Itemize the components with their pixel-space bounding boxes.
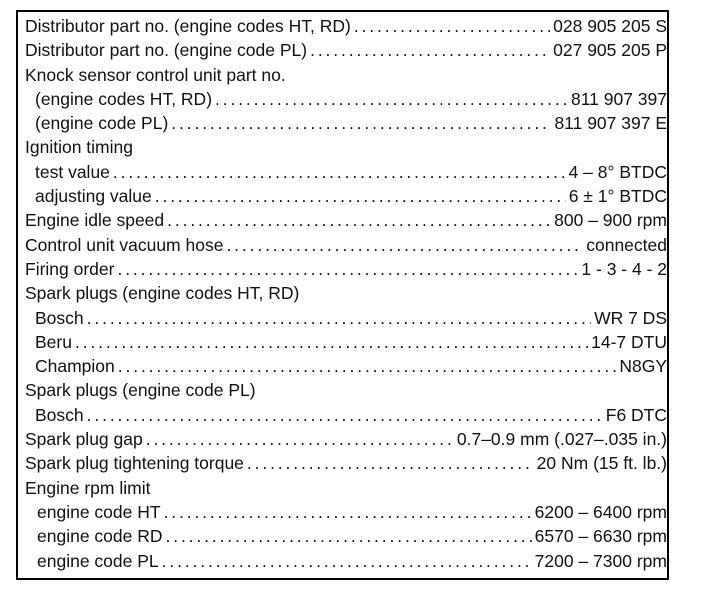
spec-value: 6 ± 1° BTDC: [568, 186, 667, 207]
spec-label: Distributor part no. (engine code PL): [25, 40, 308, 61]
spec-label: engine code RD: [37, 526, 163, 547]
spec-value: connected: [586, 234, 667, 255]
spec-value: WR 7 DS: [594, 307, 667, 328]
dot-leader: [354, 14, 550, 38]
dot-leader: [166, 524, 532, 548]
spec-label: Control unit vacuum hose: [25, 234, 224, 255]
spec-row: [25, 257, 667, 281]
spec-label: Bosch: [35, 404, 84, 425]
spec-value: 0.7–0.9 mm (.027–.035 in.): [456, 429, 667, 450]
spec-label: Spark plugs (engine code PL): [25, 380, 256, 401]
dot-leader: [87, 403, 603, 427]
spec-label: Spark plug tightening torque: [25, 453, 244, 474]
spec-label: Engine idle speed: [25, 210, 165, 231]
spec-label: Engine rpm limit: [25, 477, 151, 498]
dot-leader: [146, 427, 454, 451]
spec-row: [25, 403, 667, 427]
spec-label: (engine code PL): [35, 113, 169, 134]
specification-table: [16, 10, 669, 580]
spec-row: [25, 135, 667, 159]
spec-value: F6 DTC: [605, 404, 667, 425]
dot-leader: [117, 257, 578, 281]
spec-value: N8GY: [619, 356, 667, 377]
spec-row: [25, 476, 667, 500]
spec-row: [25, 500, 667, 524]
spec-label: Firing order: [25, 258, 115, 279]
spec-row: [25, 160, 667, 184]
spec-row: [25, 38, 667, 62]
spec-row: [25, 524, 667, 548]
dot-leader: [162, 549, 532, 573]
spec-label: Distributor part no. (engine codes HT, RD): [25, 16, 351, 36]
spec-value: 811 907 397: [570, 88, 667, 109]
spec-row: [25, 233, 667, 257]
spec-row: [25, 306, 667, 330]
spec-label: Spark plug gap: [25, 429, 143, 450]
spec-value: 1 - 3 - 4 - 2: [581, 258, 667, 279]
spec-row: [25, 208, 667, 232]
spec-value: 6200 – 6400 rpm: [534, 501, 667, 522]
dot-leader: [155, 184, 566, 208]
dot-leader: [167, 208, 551, 232]
spec-row: [25, 184, 667, 208]
dot-leader: [113, 160, 566, 184]
spec-value: 028 905 205 S: [553, 16, 667, 36]
spec-value: 6570 – 6630 rpm: [534, 526, 667, 547]
spec-value: 027 905 205 P: [553, 40, 667, 61]
spec-row: [25, 330, 667, 354]
spec-value: 4 – 8° BTDC: [568, 161, 667, 182]
spec-value: 20 Nm (15 ft. lb.): [536, 453, 667, 474]
spec-label: engine code PL: [37, 550, 159, 571]
spec-label: Beru: [35, 331, 72, 352]
spec-value: 7200 – 7300 rpm: [534, 550, 667, 571]
spec-row: [25, 111, 667, 135]
spec-row: [25, 63, 667, 87]
spec-value: 811 907 397 E: [554, 113, 667, 134]
spec-row: [25, 451, 667, 475]
dot-leader: [87, 306, 591, 330]
dot-leader: [171, 111, 551, 135]
dot-leader: [75, 330, 588, 354]
spec-row: [25, 281, 667, 305]
spec-label: Spark plugs (engine codes HT, RD): [25, 283, 300, 304]
spec-row: [25, 14, 667, 38]
spec-value: 14-7 DTU: [591, 331, 667, 352]
spec-label: test value: [35, 161, 110, 182]
spec-value: 800 – 900 rpm: [554, 210, 667, 231]
spec-row: [25, 87, 667, 111]
spec-label: Champion: [35, 356, 115, 377]
spec-label: engine code HT: [37, 501, 161, 522]
spec-list: [25, 14, 667, 573]
dot-leader: [215, 87, 568, 111]
spec-label: Knock sensor control unit part no.: [25, 64, 286, 85]
dot-leader: [226, 233, 583, 257]
dot-leader: [310, 38, 550, 62]
dot-leader: [247, 451, 534, 475]
spec-row: [25, 549, 667, 573]
spec-label: Ignition timing: [25, 137, 133, 158]
spec-row: [25, 378, 667, 402]
spec-row: [25, 427, 667, 451]
dot-leader: [118, 354, 617, 378]
spec-label: Bosch: [35, 307, 84, 328]
spec-label: adjusting value: [35, 186, 152, 207]
dot-leader: [164, 500, 532, 524]
spec-row: [25, 354, 667, 378]
spec-label: (engine codes HT, RD): [35, 88, 213, 109]
